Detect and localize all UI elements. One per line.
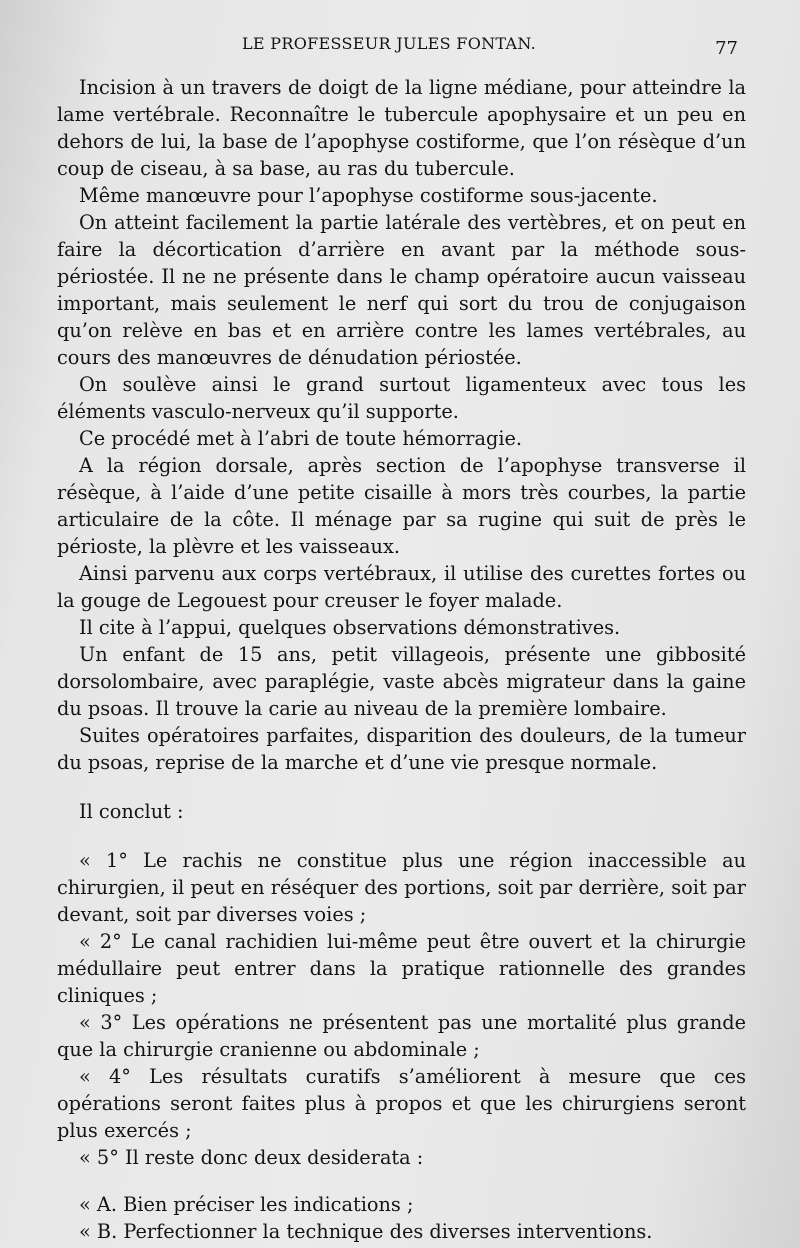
conclusion-item: « 4° Les résultats curatifs s’améliorent à mesure que ces opérations seront faites plus à propos et que les chirurgiens seront plus exercés ; xyxy=(57,1065,746,1142)
paragraph: On atteint facilement la partie latérale des vertèbres, et on peut en faire la décortication d’arrière en avant par la méthode sous-périostée. Il ne ne présente dans le champ opératoire aucun vaisseau important, mais seulement le nerf qui sort du trou de conjugaison qu’on relève en bas et en arrière contre les lames vertébrales, au cours des manœuvres de dénudation périostée. xyxy=(57,211,746,369)
paragraph: Ce procédé met à l’abri de toute hémorragie. xyxy=(79,427,523,450)
page-header xyxy=(57,30,746,60)
body-text xyxy=(57,74,746,1245)
paragraph: A la région dorsale, après section de l’apophyse transverse il résèque, à l’aide d’une petite cisaille à mors très courbes, la partie articulaire de la côte. Il ménage par sa rugine qui suit de près le périoste, la plèvre et les vaisseaux. xyxy=(57,454,746,558)
paragraph: Il cite à l’appui, quelques observations démonstratives. xyxy=(79,616,621,639)
conclusion-item: « 1° Le rachis ne constitue plus une région inaccessible au chirurgien, il peut en réséquer des portions, soit par derrière, soit par devant, soit par diverses voies ; xyxy=(57,849,746,926)
conclusion-item: « 3° Les opérations ne présentent pas une mortalité plus grande que la chirurgie cranienne ou abdominale ; xyxy=(57,1011,746,1061)
paragraph: Même manœuvre pour l’apophyse costiforme sous-jacente. xyxy=(79,184,658,207)
desideratum-item: « B. Perfectionner la technique des diverses interventions. xyxy=(79,1220,653,1243)
paragraph: Un enfant de 15 ans, petit villageois, présente une gibbosité dorsolombaire, avec paraplégie, vaste abcès migrateur dans la gaine du psoas. Il trouve la carie au niveau de la première lombaire. xyxy=(57,643,746,720)
conclusion-intro: Il conclut : xyxy=(79,800,184,823)
paragraph: Suites opératoires parfaites, disparition des douleurs, de la tumeur du psoas, reprise de la marche et d’une vie presque normale. xyxy=(57,724,746,774)
running-title: LE PROFESSEUR JULES FONTAN. xyxy=(242,34,537,53)
conclusion-item: « 5° Il reste donc deux desiderata : xyxy=(79,1146,424,1169)
page-number: 77 xyxy=(715,38,738,59)
paragraph: Incision à un travers de doigt de la ligne médiane, pour atteindre la lame vertébrale. Reconnaître le tubercule apophysaire et un peu en dehors de lui, la base de l’apophyse costiforme, que l’on résèque d’un coup de ciseau, à sa base, au ras du tubercule. xyxy=(57,76,746,180)
desideratum-item: « A. Bien préciser les indications ; xyxy=(79,1193,414,1216)
conclusion-item: « 2° Le canal rachidien lui-même peut être ouvert et la chirurgie médullaire peut entrer dans la pratique rationnelle des grandes cliniques ; xyxy=(57,930,746,1007)
paragraph: On soulève ainsi le grand surtout ligamenteux avec tous les éléments vasculo-nerveux qu’il supporte. xyxy=(57,373,746,423)
paragraph: Ainsi parvenu aux corps vertébraux, il utilise des curettes fortes ou la gouge de Legouest pour creuser le foyer malade. xyxy=(57,562,746,612)
